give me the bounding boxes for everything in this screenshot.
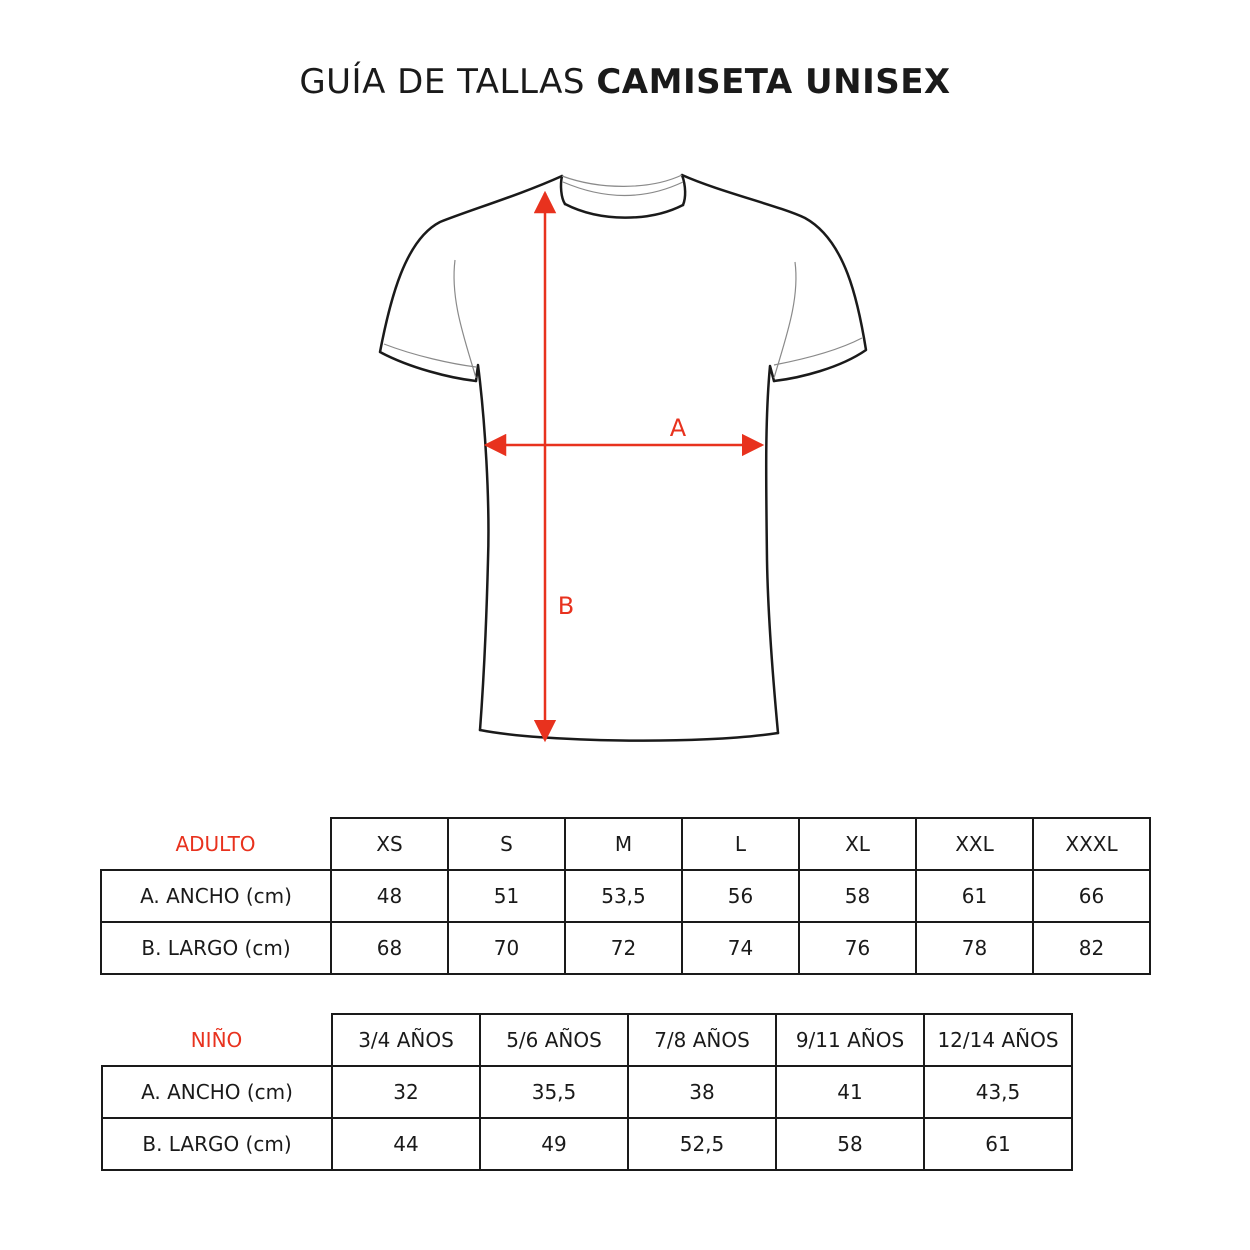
label-a: A	[669, 414, 687, 442]
table-cell: 44	[332, 1118, 480, 1170]
adult-size-table	[100, 817, 1151, 975]
table-cell: 68	[331, 922, 448, 974]
table-row	[102, 1118, 1072, 1170]
adult-heading: ADULTO	[101, 818, 331, 870]
kid-size-table	[101, 1013, 1073, 1171]
kid-heading: NIÑO	[102, 1014, 332, 1066]
table-cell: 56	[682, 870, 799, 922]
adult-size-header: XS	[331, 818, 448, 870]
table-cell: 72	[565, 922, 682, 974]
adult-size-header: M	[565, 818, 682, 870]
adult-size-header: S	[448, 818, 565, 870]
kid-size-header: 3/4 AÑOS	[332, 1014, 480, 1066]
table-cell: 78	[916, 922, 1033, 974]
table-cell: 41	[776, 1066, 924, 1118]
table-cell: 66	[1033, 870, 1150, 922]
adult-size-header: XXXL	[1033, 818, 1150, 870]
row-label: A. ANCHO (cm)	[102, 1066, 332, 1118]
table-cell: 48	[331, 870, 448, 922]
adult-header-row	[101, 818, 1150, 870]
table-row	[101, 922, 1150, 974]
table-cell: 82	[1033, 922, 1150, 974]
kid-size-header: 5/6 AÑOS	[480, 1014, 628, 1066]
title-bold: CAMISETA UNISEX	[596, 62, 951, 102]
table-cell: 74	[682, 922, 799, 974]
tshirt-details	[384, 175, 862, 378]
table-cell: 38	[628, 1066, 776, 1118]
table-cell: 51	[448, 870, 565, 922]
row-label: B. LARGO (cm)	[102, 1118, 332, 1170]
row-label: A. ANCHO (cm)	[101, 870, 331, 922]
table-cell: 32	[332, 1066, 480, 1118]
title-regular: GUÍA DE TALLAS	[299, 62, 586, 102]
table-cell: 76	[799, 922, 916, 974]
table-cell: 58	[776, 1118, 924, 1170]
table-cell: 61	[924, 1118, 1072, 1170]
adult-size-header: XL	[799, 818, 916, 870]
table-cell: 53,5	[565, 870, 682, 922]
table-row	[101, 870, 1150, 922]
table-cell: 49	[480, 1118, 628, 1170]
table-cell: 70	[448, 922, 565, 974]
tshirt-outline	[380, 175, 866, 741]
kid-header-row	[102, 1014, 1072, 1066]
adult-size-header: XXL	[916, 818, 1033, 870]
table-cell: 52,5	[628, 1118, 776, 1170]
label-b: B	[557, 592, 575, 620]
table-cell: 61	[916, 870, 1033, 922]
row-label: B. LARGO (cm)	[101, 922, 331, 974]
table-row	[102, 1066, 1072, 1118]
table-cell: 58	[799, 870, 916, 922]
adult-size-header: L	[682, 818, 799, 870]
kid-size-header: 9/11 AÑOS	[776, 1014, 924, 1066]
table-cell: 43,5	[924, 1066, 1072, 1118]
kid-size-header: 12/14 AÑOS	[924, 1014, 1072, 1066]
kid-size-header: 7/8 AÑOS	[628, 1014, 776, 1066]
table-cell: 35,5	[480, 1066, 628, 1118]
